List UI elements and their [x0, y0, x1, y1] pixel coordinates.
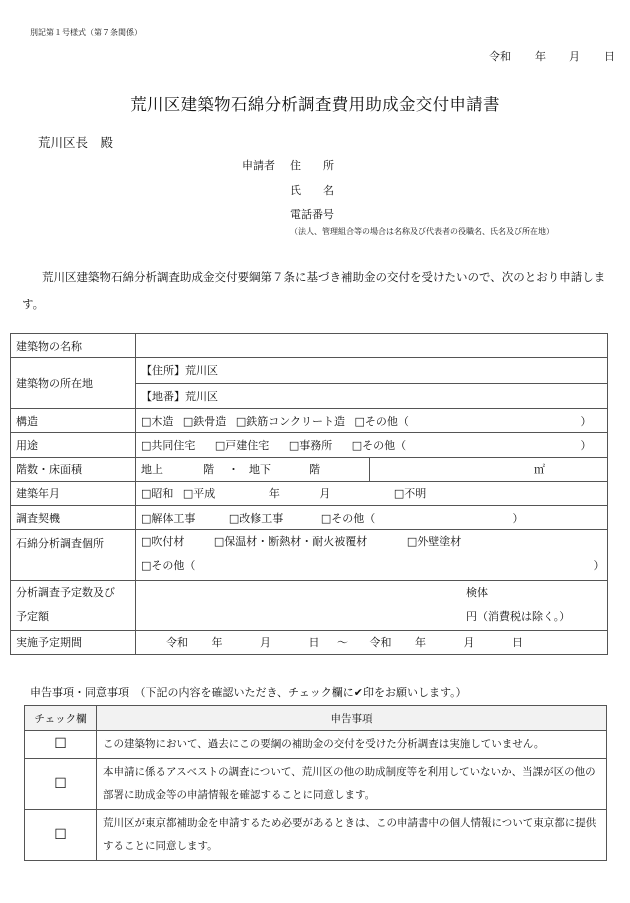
declaration-row: [25, 810, 607, 861]
period-start-year: 年: [211, 636, 223, 650]
floor-area-input[interactable]: [370, 458, 607, 481]
usage-label: 用途: [11, 433, 136, 457]
built-month-unit: 月: [319, 487, 331, 501]
date-era: 令和: [489, 50, 511, 63]
period-start-day: 日: [308, 636, 320, 650]
row-sample-count: [11, 581, 608, 631]
declaration-checkbox[interactable]: ☐: [25, 759, 97, 810]
floors-cell: [136, 457, 608, 481]
structure-options: [136, 408, 608, 432]
declaration-row: [25, 759, 607, 810]
declaration-text: 荒川区が東京都補助金を申請するため必要があるときは、この申請書中の個人情報について東京都に提供することに同意します。: [97, 810, 607, 861]
sample-count-input[interactable]: [136, 581, 608, 631]
declaration-checkbox[interactable]: ☐: [25, 731, 97, 759]
declaration-text: この建築物において、過去にこの要綱の補助金の交付を受けた分析調査は実施していません。: [97, 731, 607, 759]
check-column-header: チェック欄: [25, 706, 97, 731]
usage-checkbox-apartment[interactable]: □共同住宅: [141, 438, 196, 452]
form-number: 別記第１号様式（第７条関係）: [30, 28, 142, 37]
declaration-text: 本申請に係るアスベストの調査について、荒川区の他の助成制度等を利用していないか、当課が区の他の部署に助成金等の申請情報を確認することに同意します。: [97, 759, 607, 810]
structure-checkbox-other[interactable]: □その他（: [354, 414, 409, 428]
survey-sites-label: 石綿分析調査個所: [11, 530, 136, 581]
declarations-table: [24, 705, 607, 861]
period-tilde: ～: [337, 636, 348, 650]
usage-options: [136, 433, 608, 457]
site-checkbox-sprayed[interactable]: □吹付材: [141, 535, 185, 549]
location-label: 建築物の所在地: [11, 358, 136, 409]
usage-checkbox-other[interactable]: □その他（: [351, 438, 407, 452]
sample-count-label-line2: 予定額: [16, 610, 49, 624]
period-start-month: 月: [260, 636, 271, 650]
application-table: [10, 333, 608, 655]
row-building-name: [11, 334, 608, 358]
applicant-name-field[interactable]: 氏 名: [290, 184, 334, 197]
intro-paragraph: 荒川区建築物石綿分析調査助成金交付要綱第７条に基づき補助金の交付を受けたいので、次のとおり申請します。: [22, 270, 606, 311]
usage-checkbox-office[interactable]: □事務所: [288, 438, 333, 452]
applicant-note: （法人、管理組合等の場合は名称及び代表者の役職名、氏名及び所在地）: [290, 227, 554, 236]
structure-other-close: ）: [580, 414, 592, 428]
row-survey-sites: [11, 530, 608, 581]
location-lot-input[interactable]: [136, 383, 608, 408]
built-date-label: 建築年月: [11, 481, 136, 505]
usage-other-close: ）: [580, 438, 592, 452]
building-name-label: 建築物の名称: [11, 334, 136, 358]
location-lot-prefix: 【地番】荒川区: [141, 389, 218, 403]
floors-count-input[interactable]: [136, 458, 370, 481]
row-built-date: [11, 481, 608, 505]
applicant-label: 申請者: [242, 159, 275, 172]
sample-amount-unit: 円（消費税は除く。）: [466, 610, 571, 624]
period-end-era: 令和: [369, 636, 392, 650]
applicant-phone-field[interactable]: 電話番号: [290, 208, 334, 221]
trigger-label: 調査契機: [11, 506, 136, 530]
built-checkbox-unknown[interactable]: □不明: [393, 487, 427, 501]
declaration-checkbox[interactable]: ☐: [25, 810, 97, 861]
floors-separator: ・: [228, 463, 239, 477]
usage-checkbox-house[interactable]: □戸建住宅: [214, 438, 270, 452]
floors-below-unit: 階: [309, 463, 320, 477]
structure-checkbox-rc[interactable]: □鉄筋コンクリート造: [235, 414, 345, 428]
sample-count-label: [11, 581, 136, 631]
location-address-input[interactable]: [136, 358, 608, 383]
survey-sites-options: [136, 530, 608, 581]
built-year-unit: 年: [268, 487, 280, 501]
period-end-year: 年: [415, 636, 426, 650]
built-date-cell: [136, 481, 608, 505]
row-usage: [11, 433, 608, 457]
site-checkbox-other[interactable]: □その他（: [141, 559, 196, 573]
structure-checkbox-wood[interactable]: □木造: [141, 414, 174, 428]
declarations-heading: 申告事項・同意事項 （下記の内容を確認いただき、チェック欄に✔印をお願いします。）: [30, 686, 467, 699]
row-period: [11, 630, 608, 654]
applicant-address-field[interactable]: 住 所: [290, 159, 334, 172]
built-checkbox-showa[interactable]: □昭和: [141, 487, 174, 501]
floor-area-unit: ㎡: [534, 463, 545, 477]
floors-below-label: 地下: [249, 463, 271, 477]
document-title: 荒川区建築物石綿分析調査費用助成金交付申請書: [130, 95, 500, 114]
period-label: 実施予定期間: [11, 630, 136, 654]
date-month-label: 月: [569, 50, 580, 63]
period-end-month: 月: [463, 636, 475, 650]
declarations-header-row: [25, 706, 607, 731]
addressee: 荒川区長 殿: [38, 135, 114, 150]
sample-count-unit: 検体: [466, 586, 488, 600]
period-start-era: 令和: [166, 636, 188, 650]
site-other-close: ）: [593, 559, 605, 573]
location-address-prefix: 【住所】荒川区: [141, 364, 218, 378]
floors-label: 階数・床面積: [11, 457, 136, 481]
period-input[interactable]: [136, 630, 608, 654]
period-end-day: 日: [512, 636, 523, 650]
built-checkbox-heisei[interactable]: □平成: [182, 487, 216, 501]
floors-above-label: 地上: [141, 463, 163, 477]
building-name-input[interactable]: [136, 334, 608, 358]
row-structure: [11, 408, 608, 432]
date-day-label: 日: [604, 50, 615, 63]
date-year-label: 年: [535, 50, 546, 63]
row-location-address: [11, 358, 608, 383]
structure-checkbox-steel[interactable]: □鉄骨造: [182, 414, 227, 428]
site-checkbox-exterior[interactable]: □外壁塗材: [406, 535, 462, 549]
structure-label: 構造: [11, 408, 136, 432]
trigger-checkbox-demolition[interactable]: □解体工事: [141, 511, 196, 525]
declaration-row: [25, 731, 607, 759]
item-column-header: 申告事項: [97, 706, 607, 731]
row-trigger: [11, 506, 608, 530]
floors-above-unit: 階: [203, 463, 214, 477]
trigger-checkbox-renovation[interactable]: □改修工事: [228, 511, 284, 525]
row-floors: [11, 457, 608, 481]
sample-count-label-line1: 分析調査予定数及び: [16, 586, 115, 600]
site-checkbox-insulation[interactable]: □保温材・断熱材・耐火被覆材: [213, 535, 368, 549]
trigger-checkbox-other[interactable]: □その他（: [320, 511, 376, 525]
trigger-other-close: ）: [512, 511, 524, 525]
trigger-options: [136, 506, 608, 530]
